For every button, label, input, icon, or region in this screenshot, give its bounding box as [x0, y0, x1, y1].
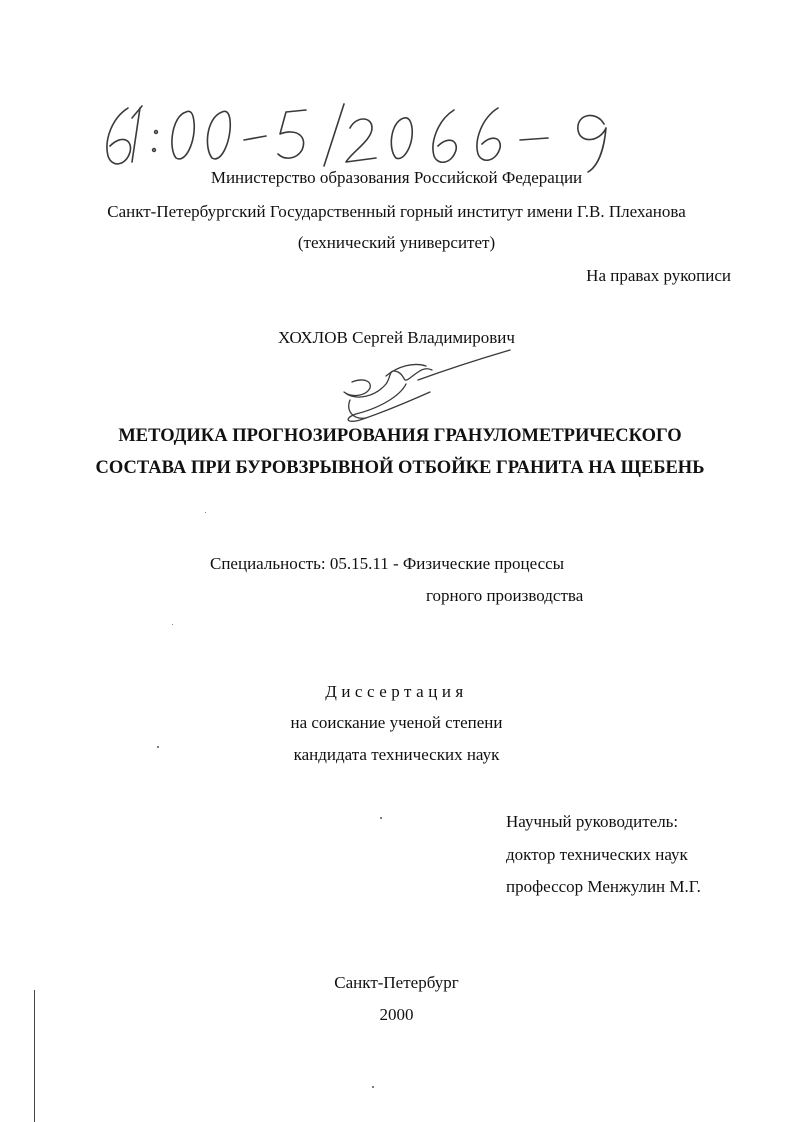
scan-margin-line	[34, 990, 35, 1122]
dissertation-heading: Диссертация	[325, 682, 468, 701]
thesis-title-line-1: МЕТОДИКА ПРОГНОЗИРОВАНИЯ ГРАНУЛОМЕТРИЧЕСКОГО	[118, 426, 682, 446]
manuscript-rights-note: На правах рукописи	[586, 266, 731, 285]
city: Санкт-Петербург	[334, 973, 459, 992]
year: 2000	[379, 1005, 414, 1024]
specialty-line-2: горного производства	[426, 586, 584, 605]
university-note: (технический университет)	[297, 233, 496, 252]
scan-speck	[372, 1086, 374, 1088]
scan-speck	[380, 817, 382, 819]
author-name: ХОХЛОВ Сергей Владимирович	[278, 328, 515, 347]
specialty-line-1: Специальность: 05.15.11 - Физические процессы	[210, 554, 565, 573]
institute-line: Санкт-Петербургский Государственный горный институт имени Г.В. Плеханова	[107, 202, 686, 221]
scan-speck	[205, 512, 206, 513]
thesis-title-line-2: СОСТАВА ПРИ БУРОВЗРЫВНОЙ ОТБОЙКЕ ГРАНИТА НА ЩЕБЕНЬ	[95, 458, 705, 478]
scan-speck	[172, 624, 173, 625]
supervisor-degree: доктор технических наук	[506, 845, 688, 864]
ministry-line: Министерство образования Российской Федерации	[210, 168, 583, 187]
degree-line-2: кандидата технических наук	[293, 745, 500, 764]
supervisor-label: Научный руководитель:	[506, 812, 679, 831]
scan-speck	[157, 746, 159, 748]
degree-line-1: на соискание ученой степени	[290, 713, 503, 732]
supervisor-name: профессор Менжулин М.Г.	[506, 877, 701, 896]
